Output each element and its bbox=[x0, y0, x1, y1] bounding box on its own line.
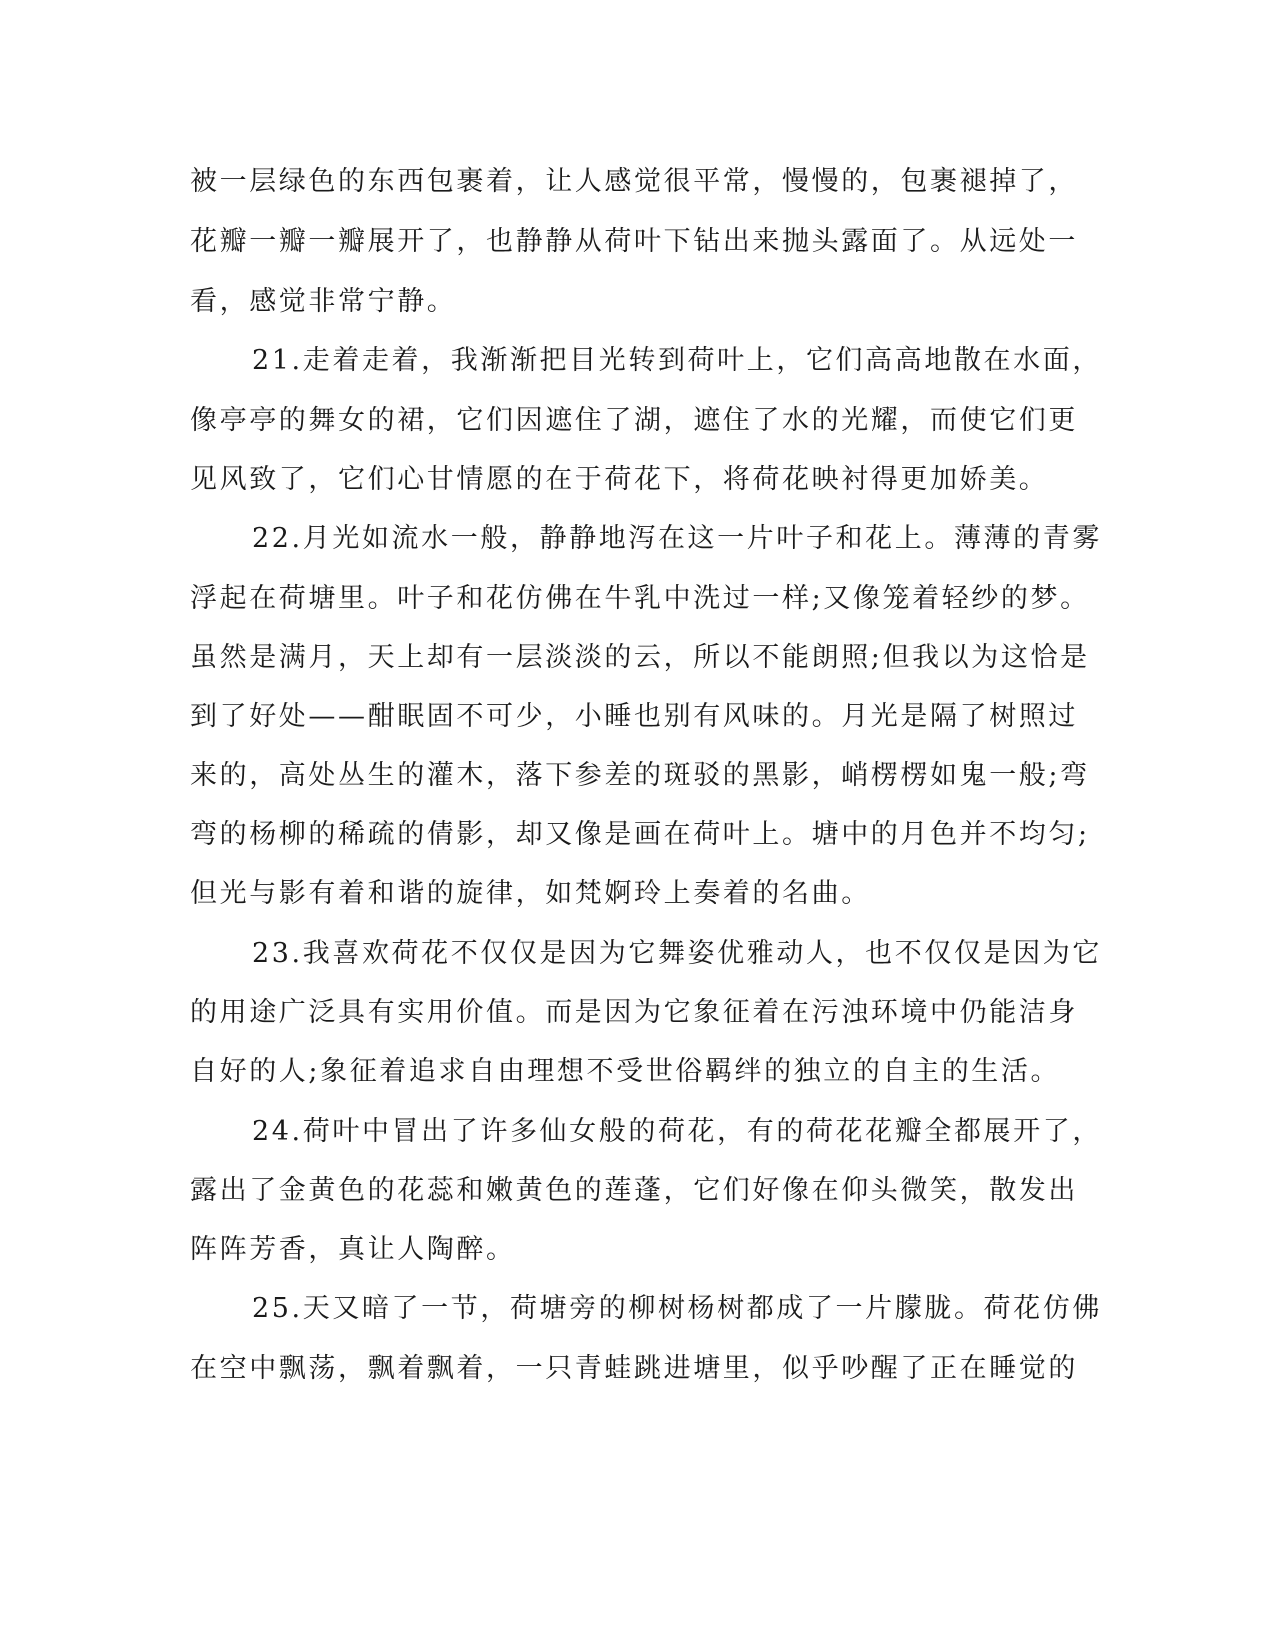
paragraph-23-start: 23.我喜欢荷花不仅仅是因为它舞姿优雅动人，也不仅仅是因为它 bbox=[252, 938, 1102, 969]
text-line: 被一层绿色的东西包裹着，让人感觉很平常，慢慢的，包裹褪掉了， bbox=[190, 166, 1078, 197]
text-line: 阵阵芳香，真让人陶醉。 bbox=[190, 1234, 516, 1265]
text-line: 来的，高处丛生的灌木，落下参差的斑驳的黑影，峭楞楞如鬼一般;弯 bbox=[190, 760, 1090, 791]
text-line: 自好的人;象征着追求自由理想不受世俗羁绊的独立的自主的生活。 bbox=[190, 1056, 1061, 1087]
text-line: 的用途广泛具有实用价值。而是因为它象征着在污浊环境中仍能洁身 bbox=[190, 997, 1078, 1028]
text-line: 看，感觉非常宁静。 bbox=[190, 286, 457, 317]
text-line: 在空中飘荡，飘着飘着，一只青蛙跳进塘里，似乎吵醒了正在睡觉的 bbox=[190, 1353, 1078, 1384]
paragraph-22-start: 22.月光如流水一般，静静地泻在这一片叶子和花上。薄薄的青雾 bbox=[252, 523, 1102, 554]
text-line: 像亭亭的舞女的裙，它们因遮住了湖，遮住了水的光耀，而使它们更 bbox=[190, 405, 1078, 436]
text-line: 虽然是满月，天上却有一层淡淡的云，所以不能朗照;但我以为这恰是 bbox=[190, 642, 1090, 673]
paragraph-21-start: 21.走着走着，我渐渐把目光转到荷叶上，它们高高地散在水面， bbox=[252, 345, 1102, 376]
text-line: 到了好处——酣眠固不可少，小睡也别有风味的。月光是隔了树照过 bbox=[190, 701, 1078, 732]
paragraph-24-start: 24.荷叶中冒出了许多仙女般的荷花，有的荷花花瓣全都展开了， bbox=[252, 1116, 1102, 1147]
text-line: 浮起在荷塘里。叶子和花仿佛在牛乳中洗过一样;又像笼着轻纱的梦。 bbox=[190, 583, 1090, 614]
paragraph-25-start: 25.天又暗了一节，荷塘旁的柳树杨树都成了一片朦胧。荷花仿佛 bbox=[252, 1293, 1102, 1324]
text-line: 花瓣一瓣一瓣展开了，也静静从荷叶下钻出来抛头露面了。从远处一 bbox=[190, 226, 1078, 257]
text-line: 见风致了，它们心甘情愿的在于荷花下，将荷花映衬得更加娇美。 bbox=[190, 464, 1049, 495]
text-line: 露出了金黄色的花蕊和嫩黄色的莲蓬，它们好像在仰头微笑，散发出 bbox=[190, 1175, 1078, 1206]
text-line: 弯的杨柳的稀疏的倩影，却又像是画在荷叶上。塘中的月色并不均匀; bbox=[190, 819, 1090, 850]
text-line: 但光与影有着和谐的旋律，如梵婀玲上奏着的名曲。 bbox=[190, 878, 871, 909]
